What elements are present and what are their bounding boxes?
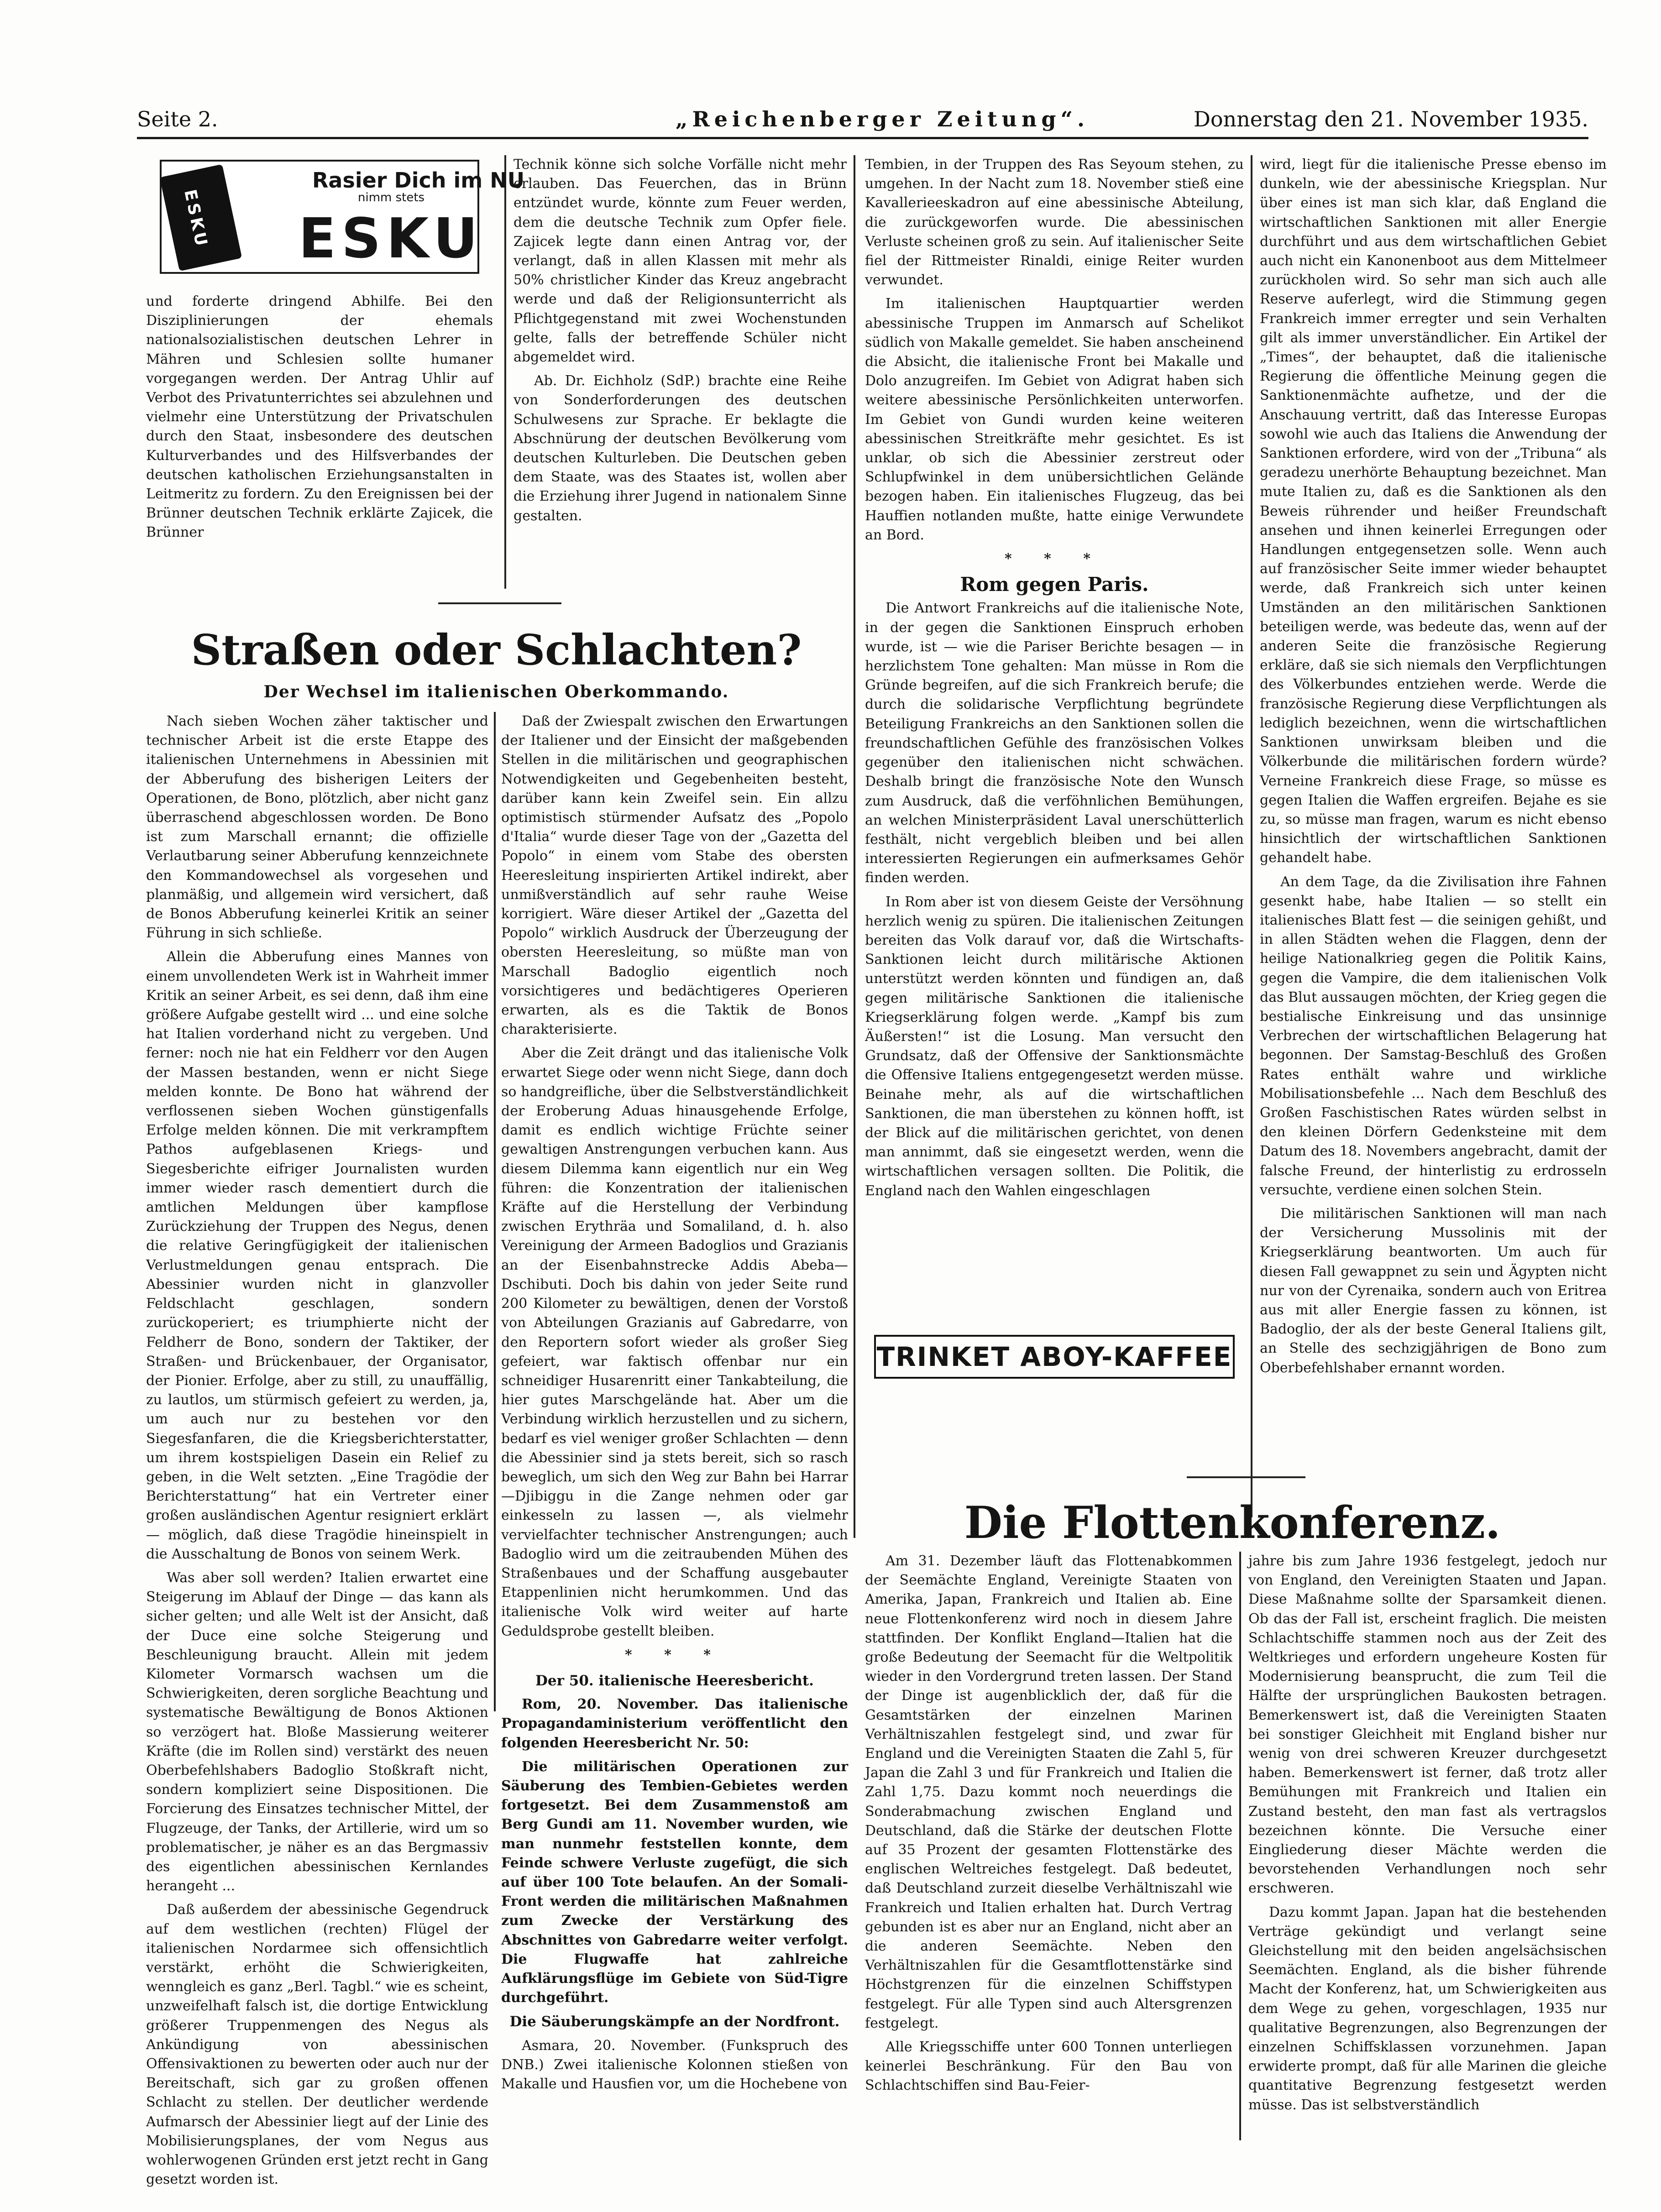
razor-blade-logo (160, 164, 242, 272)
top-article-col1 (146, 292, 493, 584)
flotten-col1 (865, 1552, 1232, 2140)
flottenkonferenz-headline: Die Flottenkonferenz. (964, 1497, 1501, 1548)
strassen-headline: Straßen oder Schlachten? (191, 625, 802, 675)
paragraph: In Rom aber ist von diesem Geiste der Versöhnung herzlich wenig zu spüren. Die italienischen Zeitungen bereiten das Volk darauf vor, daß die Wirtschafts-Sanktionen leicht durch militärische Aktionen unterstützt werden könnten und fündigen an, daß gegen militärische Sanktionen die italienische Kriegserklärung folgen werde. „Kampf bis zum Äußersten!“ ist die Losung. Man versucht den Grundsatz, daß der Offensive der Sanktionsmächte die Offensive Italiens entgegengesetzt werden müsse. Beinahe mehr, als auf die wirtschaftlichen Sanktionen, die man überstehen zu können hofft, ist der Blick auf die militärischen gerichtet, von denen man annimmt, daß sie eingesetzt werden, wenn die wirtschaftlichen versagen sollten. Die Politik, die England nach den Wahlen eingeschlagen (865, 894, 1244, 1199)
strassen-col1 (146, 712, 488, 2188)
newspaper-title: „Reichenberger Zeitung“. (676, 107, 1090, 131)
ad-logo-text: ESKU (180, 188, 211, 251)
paragraph: Dazu kommt Japan. Japan hat die bestehenden Verträge gekündigt und verlangt seine Gleichstellung mit den beiden angelsächsischen Seemächten. England, als die bisher führende Macht der Konferenz, hat, um Schwierigkeiten aus dem Wege zu gehen, vorgeschlagen, 1935 nur qualitative Begrenzungen, also Begrenzungen der einzelnen Schiffsklassen vorzunehmen. Japan erwiderte prompt, daß für alle Marinen die gleiche quantitative Begrenzung festgesetzt werden müsse. Das ist selbstverständlich (1248, 1904, 1607, 2113)
paragraph: Technik könne sich solche Vorfälle nicht mehr erlauben. Das Feuerchen, das in Brünn entzündet wurde, könnte zum Feuer werden, dem die deutsche Technik zum Opfer fiele. Zajicek legte dann einen Antrag vor, der verlangt, daß in allen Klassen mit mehr als 50% christlicher Kinder das Kreuz angebracht werde und daß der Religionsunterricht als Pflichtgegenstand mit zwei Wochenstunden gelte, falls der betreffende Schüler nicht abgemeldet wird. (513, 157, 847, 366)
section-rule (1187, 1476, 1305, 1478)
coffee-advertisement: TRINKET ABOY-KAFFEE (874, 1335, 1235, 1379)
ad-slogan: Rasier Dich im NU (312, 168, 525, 193)
column-rule (1239, 1552, 1241, 2140)
section-separator: * * * (1005, 551, 1104, 567)
paragraph: Die militärischen Sanktionen will man nach der Versicherung Mussolinis mit der Kriegserklärung beantworten. Um auch für diesen Fall gewappnet zu sein und Ägypten nicht nur von der Cyrenaika, sondern auch von Eritrea aus mit aller Energie fassen zu können, ist Badoglio, der als der beste General Italiens gilt, an Stelle des sechzigjährigen de Bono zum Oberbefehlshaber ernannt worden. (1260, 1205, 1607, 1376)
paragraph: und forderte dringend Abhilfe. Bei den Disziplinierungen der ehemals nationalsozialistischen deutschen Lehrer in Mähren und Schlesien sollte humaner vorgegangen werden. Der Antrag Uhlir auf Verbot des Privatunterrichtes sei abzulehnen und vielmehr eine Unterstützung der Privatschulen durch den Staat, insbesondere des deutschen Kulturverbandes und des Hilfsverbandes der deutschen katholischen Erziehungsanstalten in Leitmeritz zu fordern. Zu den Ereignissen bei der Brünner deutschen Technik erklärte Zajicek, die Brünner (146, 293, 493, 541)
column-rule (854, 155, 855, 1538)
paragraph: Die militärischen Operationen zur Säuberung des Tembien-Gebietes werden fortgesetzt. Bei dem Zusammenstoß am Berg Gundi am 11. November wurden, wie man nunmehr feststellen konnte, dem Feinde schwere Verluste zugefügt, die sich auf über 100 Tote belaufen. An der Somali-Front werden die militärischen Maßnahmen zum Zwecke der Verstärkung des Abschnittes von Gabredarre weiter verfolgt. Die Flugwaffe hat zahlreiche Aufklärungsflüge im Gebiete von Süd-Tigre durchgeführt. (501, 1758, 848, 2006)
column-rule (494, 712, 496, 1711)
paragraph: Alle Kriegsschiffe unter 600 Tonnen unterliegen keinerlei Beschränkung. Für den Bau von Schlachtschiffen sind Bau-Feier- (865, 2039, 1232, 2094)
heeresbericht-headline: Der 50. italienische Heeresbericht. (535, 1672, 814, 1689)
paragraph: Daß außerdem der abessinische Gegendruck auf dem westlichen (rechten) Flügel der italienischen Nordarmee sich offensichtlich verstärkt, erhöht die Schwierigkeiten, wenngleich es ganz „Berl. Tagbl.“ wie es scheint, unzweifelhaft falsch ist, die dortige Entwicklung größerer Truppenmengen des Negus als Ankündigung von abessinischen Offensivaktionen zu bewerten oder auch nur der Bereitschaft, sich gar zu großen offenen Schlacht zu stellen. Der deutlicher werdende Aufmarsch der Abessinier liegt auf der Linie des Mobilisierungsplanes, der vom Negus aus wohlerwogenen Gründen erst jetzt recht in Gang gesetzt worden ist. (146, 1902, 488, 2188)
esku-advertisement (160, 160, 525, 274)
page-number: Seite 2. (137, 107, 218, 131)
paragraph: Rom, 20. November. Das italienische Propagandaministerium veröffentlicht den folgenden Heeresbericht Nr. 50: (501, 1696, 848, 1751)
issue-date: Donnerstag den 21. November 1935. (1193, 107, 1588, 131)
paragraph: Allein die Abberufung eines Mannes von einem unvollendeten Werk ist in Wahrheit immer Kritik an seiner Arbeit, es sei denn, daß ihm eine größere Aufgabe gestellt wird ... und eine solche hat Italien vorderhand nicht zu vergeben. Und ferner: noch nie hat ein Feldherr vor den Augen der Massen bestanden, wenn er nicht Siege melden konnte. De Bono hat während der verflossenen sieben Wochen günstigenfalls Erfolge melden können. Die mit verkrampftem Pathos aufgeblasenen Kriegs- und Siegesberichte eifriger Journalisten wurden immer wieder rasch dementiert durch die amtlichen Meldungen über kampflose Zurückziehung der Truppen des Negus, denen die relative Geringfügigkeit der italienischen Verlustmeldungen genau entsprach. Die Abessinier wurden nicht in glanzvoller Feldschlacht geschlagen, sondern zurückoperiert; es triumphierte nicht der Feldherr de Bono, sondern der Taktiker, der Straßen- und Brückenbauer, der Organisator, der Pionier. Erfolge, aber zu still, zu unauffällig, zu lautlos, um stürmisch gefeiert zu werden, ja, um auch nur zu bestehen vor den Siegesfanfaren, die die Kriegsberichterstatter, um ihrem kostspieligen Dasein ein Relief zu geben, in die Welt setzten. „Eine Tragödie der Berichterstattung“ hat ein Vertreter einer großen ausländischen Agentur resigniert erklärt — möglich, daß diese Tragödie hineinspielt in die Ausschaltung de Bonos von seinem Werk. (146, 949, 488, 1562)
section-separator: * * * (625, 1647, 724, 1663)
paragraph: Nach sieben Wochen zäher taktischer und technischer Arbeit ist die erste Etappe des italienischen Unternehmens in Abessinien mit der Abberufung des bisherigen Leiters der Operationen, de Bono, plötzlich, aber nicht ganz überraschend abgeschlossen worden. De Bono ist zum Marschall ernannt; die offizielle Verlautbarung seiner Abberufung kennzeichnete den Kommandowechsel als vorgesehen und planmäßig, und allgemein wird versichert, daß de Bonos Abberufung keinerlei Kritik an seiner Führung in sich schließe. (146, 713, 488, 941)
header-rule (137, 137, 1588, 139)
paragraph: jahre bis zum Jahre 1936 festgelegt, jedoch nur von England, den Vereinigten Staaten und Japan. Diese Maßnahme sollte der Sparsamkeit dienen. Ob das der Fall ist, erscheint fraglich. Die meisten Schlachtschiffe stammen noch aus der Zeit des Weltkrieges und erfordern ungeheure Kosten für Modernisierung beansprucht, die zum Teil die Hälfte der ursprünglichen Baukosten betragen. Bemerkenswert ist, daß die Vereinigten Staaten bei sonstiger Gleichheit mit England bisher nur wenig von drei schweren Kreuzer durchgesetzt haben. Bemerkenswert ist ferner, daß trotz aller Bemühungen mit Frankreich und Italien ein Zustand besteht, den man fast als vertragslos bezeichnen könnte. Die Versuche einer Eingliederung dieser Mächte werden die bevorstehenden Verhandlungen noch sehr erschweren. (1248, 1553, 1607, 1897)
column-rule (1251, 155, 1252, 1517)
paragraph: Ab. Dr. Eichholz (SdP.) brachte eine Reihe von Sonderforderungen des deutschen Schulwesens zur Sprache. Er beklagte die Abschnürung der deutschen Bevölkerung vom deutschen Kulturleben. Die Deutschen geben dem Staate, was des Staates ist, wollen aber die Erziehung ihrer Jugend in nationalem Sinne gestalten. (513, 373, 847, 524)
paragraph: Am 31. Dezember läuft das Flottenabkommen der Seemächte England, Vereinigte Staaten von Amerika, Japan, Frankreich und Italien ab. Eine neue Flottenkonferenz wird noch in diesem Jahre stattfinden. Der Konflikt England—Italien hat die große Bedeutung der Seemacht für die Weltpolitik wieder in den Vordergrund treten lassen. Der Stand der Dinge ist augenblicklich der, daß für die Gesamtstärken der einzelnen Marinen Verhältniszahlen festgelegt sind, und zwar für England und die Vereinigten Staaten die Zahl 5, für Japan die Zahl 3 und für Frankreich und Italien die Zahl 1,75. Dazu kommt noch neuerdings die Sonderabmachung zwischen England und Deutschland, daß die Stärke der deutschen Flotte auf 35 Prozent der gesamten Flottenstärke des englischen Weltreiches festgelegt. Daß bedeutet, daß Deutschland zurzeit dieselbe Verhältniszahl wie Frankreich und Italien erhalten hat. Durch Vertrag gebunden ist es aber nur an England, nicht aber an die anderen Seemächte. Neben den Verhältniszahlen für die Gesamtflottenstärke sind Höchstgrenzen für die einzelnen Schiffstypen festgelegt. Für alle Typen sind auch Altersgrenzen festgelegt. (865, 1553, 1232, 2031)
column-rule (504, 155, 506, 589)
paragraph: Daß der Zwiespalt zwischen den Erwartungen der Italiener und der Einsicht der maßgebenden Stellen in die militärischen und geographischen Notwendigkeiten und Gegebenheiten besteht, darüber kann kein Zweifel sein. Ein allzu optimistisch stürmender Aufsatz des „Popolo d'Italia“ wurde dieser Tage von der „Gazetta del Popolo“ in einem vom Stabe des obersten Heeresleitung inspirierten Artikel indirekt, aber unmißverständlich auf sehr rauhe Weise korrigiert. Wäre dieser Artikel der „Gazetta del Popolo“ wirklich Ausdruck der Überzeugung der obersten Heeresleitung, so müßte man von Marschall Badoglio eigentlich noch vorsichtigeres und bedächtigeres Operieren erwarten, als es die Taktik de Bonos charakterisierte. (501, 713, 848, 1038)
section-rule (438, 602, 561, 604)
paragraph: wird, liegt für die italienische Presse ebenso im dunkeln, wie der abessinische Kriegsplan. Nur über eines ist man sich klar, daß England die wirtschaftlichen Sanktionen mit aller Energie durchführt und aus dem wirtschaftlichen Gebiet auch nicht ein Kanonenboot aus dem Mittelmeer zurückholen wird. So sehr man sich auch alle Reserve auferlegt, wird die Stimmung gegen Frankreich immer erregter und sein Verhalten gilt als immer unverständlicher. Ein Artikel der „Times“, der behauptet, daß die italienische Regierung die öffentliche Meinung gegen die Sanktionenmächte aufhetze, und der die Anschauung vertritt, daß das Interesse Europas sowohl wie auch das Italiens die Anwendung der Sanktionen erfordere, wird von der „Tribuna“ als geradezu unerhörte Behauptung bezeichnet. Man mute Italien zu, daß es die Sanktionen als den Beweis rührender und heißer Freundschaft ansehen und ihnen keinerlei Erregungen oder Handlungen entgegensetzen solle. Wenn auch auf französischer Seite immer wieder behauptet werde, daß Frankreich sich unter keinen Umständen an den militärischen Sanktionen beteiligen werde, was bedeute das, wenn auf der anderen Seite die französische Regierung erkläre, daß sie sich niemals den Verpflichtungen des Völkerbundes entziehen werde. Werde die französische Regierung diese Verpflichtungen als lediglich bezeichnen, wenn die wirtschaftlichen Sanktionen unwirksam bleiben und die Völkerbunde die militärischen fordern würde? Verneine Frankreich diese Frage, so müsse es gegen Italien die Waffen ergreifen. Bejahe es sie zu, so müsse man fragen, warum es nicht ebenso hinsichtlich der wirtschaftlichen Sanktionen gehandelt habe. (1260, 157, 1607, 866)
top-article-col2 (513, 155, 847, 584)
paragraph: Die Antwort Frankreichs auf die italienische Note, in der gegen die Sanktionen Einspruch erhoben wurde, ist — wie die Pariser Berichte besagen — in herzlichstem Tone gehalten: Man müsse in Rom die Gründe begreifen, auf die sich Frankreich berufe; die durch die solidarische Verpflichtung begründete Beteiligung Frankreichs an den Sanktionen sollen die freundschaftlichen Gefühle des französischen Volkes gegenüber den italienischen nicht schwächen. Deshalb bringt die französische Note den Wunsch zum Ausdruck, daß die verföhnlichen Bemühungen, an welchen Ministerpräsident Laval unerschütterlich festhält, nicht vergeblich bleiben und bei allen interessierten Regierungen ein aufmerksames Gehör finden werden. (865, 600, 1244, 886)
ad-subslogan: nimm stets (358, 191, 425, 204)
nordfront-headline: Die Säuberungskämpfe an der Nordfront. (509, 2013, 840, 2030)
strassen-subheadline: Der Wechsel im italienischen Oberkommando. (263, 682, 729, 701)
paragraph: An dem Tage, da die Zivilisation ihre Fahnen gesenkt habe, habe Italien — so stellt ein italienisches Blatt fest — die seinigen gehißt, und in allen Städten wehen die Flaggen, denn der heilige Nationalkrieg gegen die Politik Kains, gegen die Vampire, die dem italienischen Volk das Blut aussaugen möchten, der Krieg gegen die bestialische Einkreisung und das unsinnige Verbrechen der wirtschaftlichen Belagerung hat begonnen. Der Samstag-Beschluß des Großen Rates enthält wahre und wirkliche Mobilisationsbefehle ... Nach dem Beschluß des Großen Faschistischen Rates würden selbst in den kleinen Dörfern Gedenksteine mit dem Datum des 18. Novembers angebracht, damit der falsche Freund, der hinterlistig zu erdrosseln versuchte, verdiene einen solchen Stein. (1260, 873, 1607, 1198)
paragraph: Aber die Zeit drängt und das italienische Volk erwartet Siege oder wenn nicht Siege, dann doch so handgreifliche, über die Selbstverständlichkeit der Eroberung Aduas hinausgehende Erfolge, damit es endlich wichtige Früchte seiner gewaltigen Anstrengungen verbuchen kann. Aus diesem Dilemma kann eigentlich nur ein Weg führen: die Konzentration der italienischen Kräfte auf die Herstellung der Verbindung zwischen Erythräa und Somaliland, d. h. also Vereinigung der Armeen Badoglios und Grazianis an der Eisenbahnstrecke Addis Abeba—Dschibuti. Doch bis dahin von jeder Seite rund 200 Kilometer zu bewältigen, denen der Vorstoß von Abteilungen Grazianis auf Gabredarre, von den Reportern sofort wieder als großer Sieg gefeiert, war faktisch offenbar nur ein schneidiger Husarenritt einer Tankabteilung, die hier gutes Marschgelände hat. Aber um die Verbindung wirklich herzustellen und zu sichern, bedarf es viel weniger großer Schlachten — denn die Abessinier sind ja stets bereit, sich so rasch beweglich, um sich den Weg zur Bahn bei Harrar—Djibiggu in die Zange nehmen oder gar einkesseln zu lassen —, als vielmehr vervielfachter technischer Anstrengungen; auch Badoglio wird um die zeitraubenden Mühen des Straßenbaues und der Schaffung ausgebauter Etappenlinien nicht herumkommen. Und das italienische Volk wird weiter auf harte Geduldsprobe gestellt bleiben. (501, 1045, 848, 1639)
sanctions-column (1260, 155, 1607, 1506)
page-header (137, 107, 1588, 135)
paragraph: Was aber soll werden? Italien erwartet eine Steigerung im Ablauf der Dinge — das kann als sicher gelten; und alle Welt ist der Ansicht, daß der Duce eine solche Steigerung und Beschleunigung braucht. Allein mit jedem Kilometer Vormarsch wachsen um die Schwierigkeiten, deren sorgliche Beachtung und systematische Bewältigung de Bonos Aktionen so verzögert hat. Bloße Massierung weiterer Kräfte (die im Rollen sind) verstärkt des neuen Oberbefehlshabers Badoglio Stoßkraft nicht, sondern kompliziert seine Dispositionen. Die Forcierung des Einsatzes technischer Mittel, der Flugzeuge, der Tanks, der Artillerie, wird um so problematischer, je näher es an das Bergmassiv des eigentlichen abessinischen Kernlandes herangeht ... (146, 1569, 488, 1894)
paragraph: Tembien, in der Truppen des Ras Seyoum stehen, zu umgehen. In der Nacht zum 18. November stieß eine Kavallerieeskadron auf eine abessinische Abteilung, die zurückgeworfen wurde. Die abessinischen Verluste scheinen groß zu sein. Auf italienischer Seite fiel der Rittmeister Rinaldi, einige Reiter wurden verwundet. (865, 157, 1244, 288)
paragraph: Asmara, 20. November. (Funkspruch des DNB.) Zwei italienische Kolonnen stießen von Makalle und Hausfien vor, um die Hochebene von (501, 2037, 848, 2092)
paragraph: Im italienischen Hauptquartier werden abessinische Truppen im Anmarsch auf Schelikot südlich von Makalle gemeldet. Sie haben anscheinend die Absicht, die italienische Front bei Makalle und Dolo anzugreifen. Im Gebiet von Adigrat haben sich weitere abessinische Persönlichkeiten unterworfen. Im Gebiet von Gundi wurden keine weiteren abessinischen Streitkräfte mehr gesichtet. Es ist unklar, ob sich die Abessinier zerstreut oder Schlupfwinkel in dem unübersichtlichen Gelände bezogen haben. Ein italienisches Flugzeug, das bei Hauffien notlanden mußte, hatte einige Verwundete an Bord. (865, 296, 1244, 543)
ad-brand: ESKU (299, 207, 483, 271)
flotten-col2 (1248, 1552, 1607, 2140)
strassen-col2 (501, 712, 848, 2140)
rom-gegen-paris-headline: Rom gegen Paris. (960, 573, 1149, 596)
war-report-column (865, 155, 1244, 1330)
